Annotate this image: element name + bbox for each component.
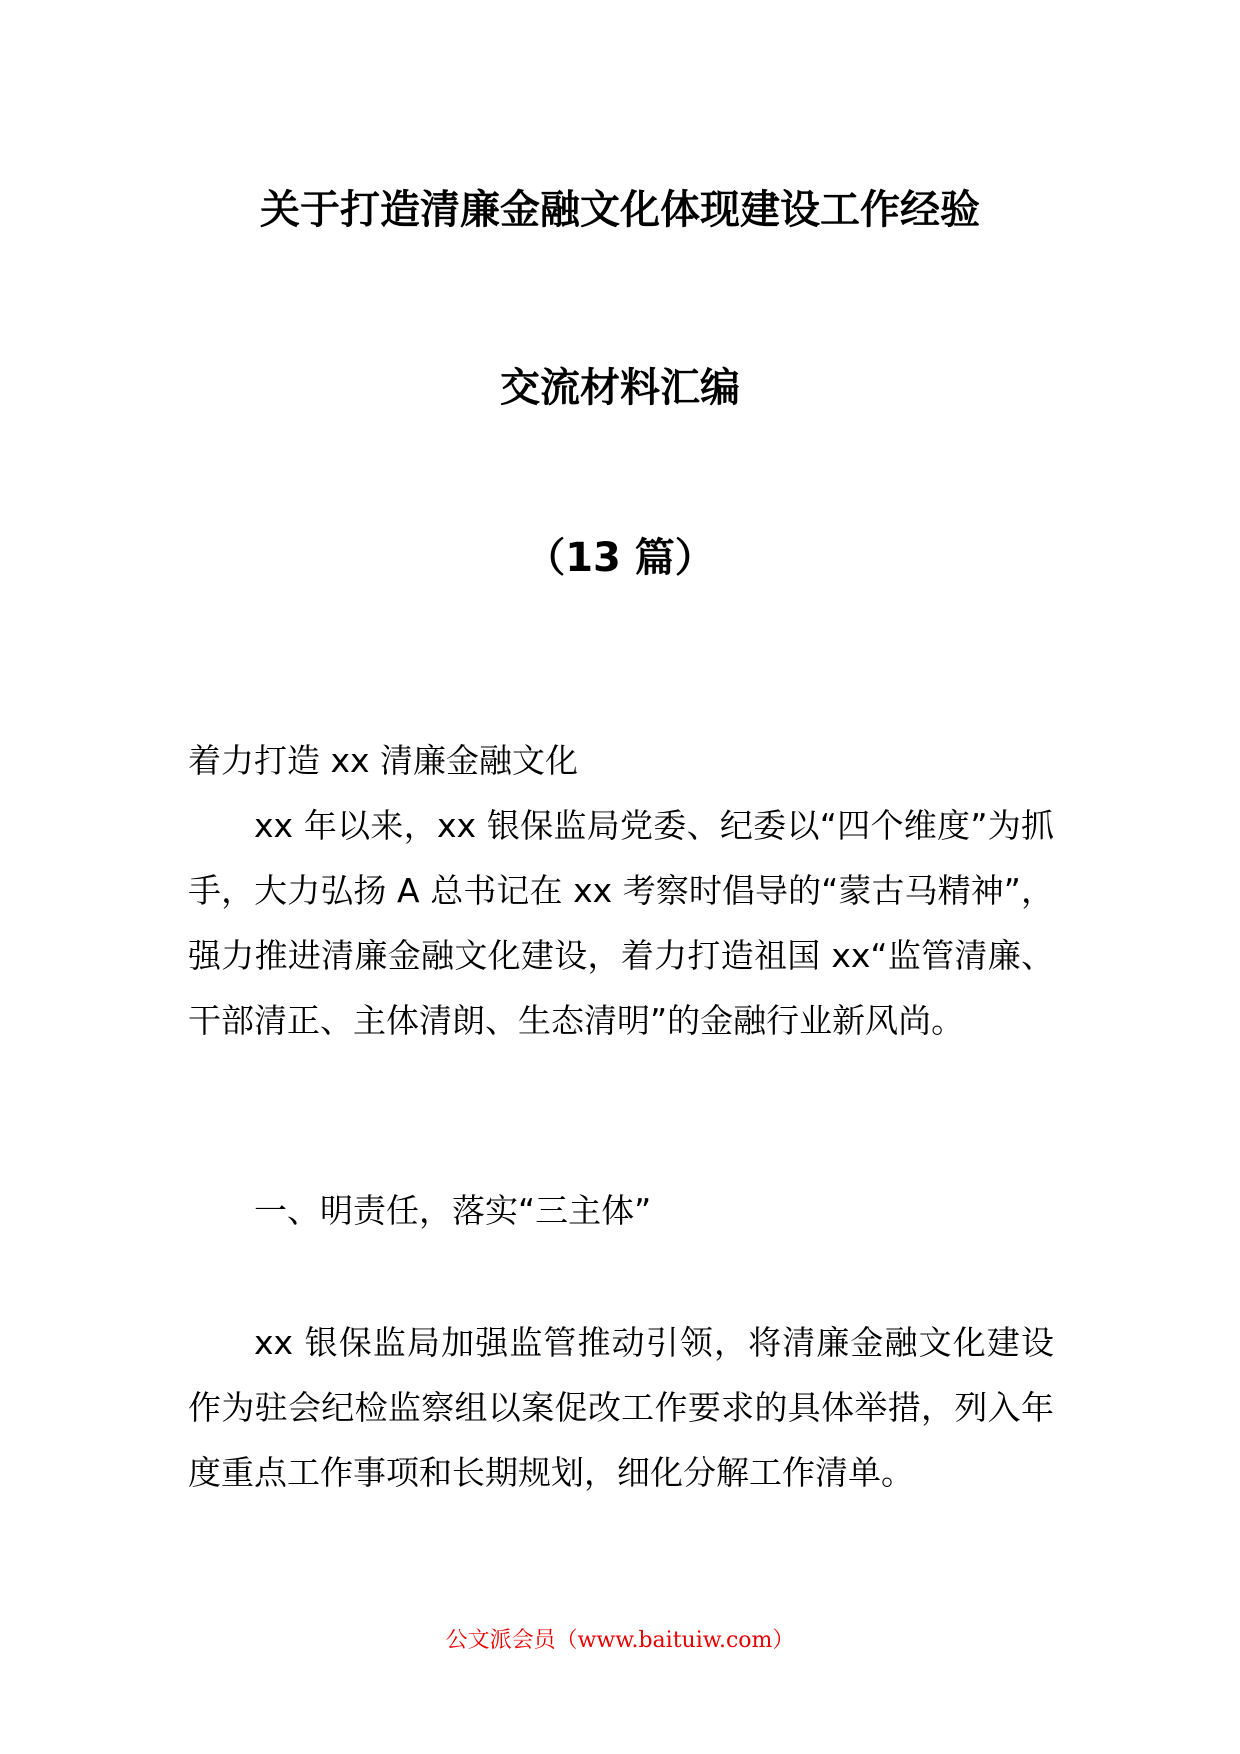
- document-title-line-2: 交流材料汇编: [500, 365, 740, 411]
- article-subtitle: 着力打造 xx 清廉金融文化: [188, 741, 579, 780]
- section-heading-1: 一、明责任，落实“三主体”: [254, 1191, 652, 1230]
- paragraph-intro: xx 年以来，xx 银保监局党委、纪委以“四个维度”为抓手，大力弘扬 A 总书记在 xx 考察时倡导的“蒙古马精神”，强力推进清廉金融文化建设，着力打造祖国 xx“监管清廉、干部清正、主体清朗、生态清明”的金融行业新风尚。: [188, 806, 1054, 1040]
- paragraph-section-1: xx 银保监局加强监管推动引领，将清廉金融文化建设作为驻会纪检监察组以案促改工作要求的具体举措，列入年度重点工作事项和长期规划，细化分解工作清单。: [188, 1323, 1054, 1492]
- document-title-line-1: 关于打造清廉金融文化体现建设工作经验: [260, 187, 980, 233]
- document-title-count: （13 篇）: [525, 535, 715, 581]
- footer-watermark-text: 公文派会员（www.baituiw.com）: [445, 1628, 795, 1653]
